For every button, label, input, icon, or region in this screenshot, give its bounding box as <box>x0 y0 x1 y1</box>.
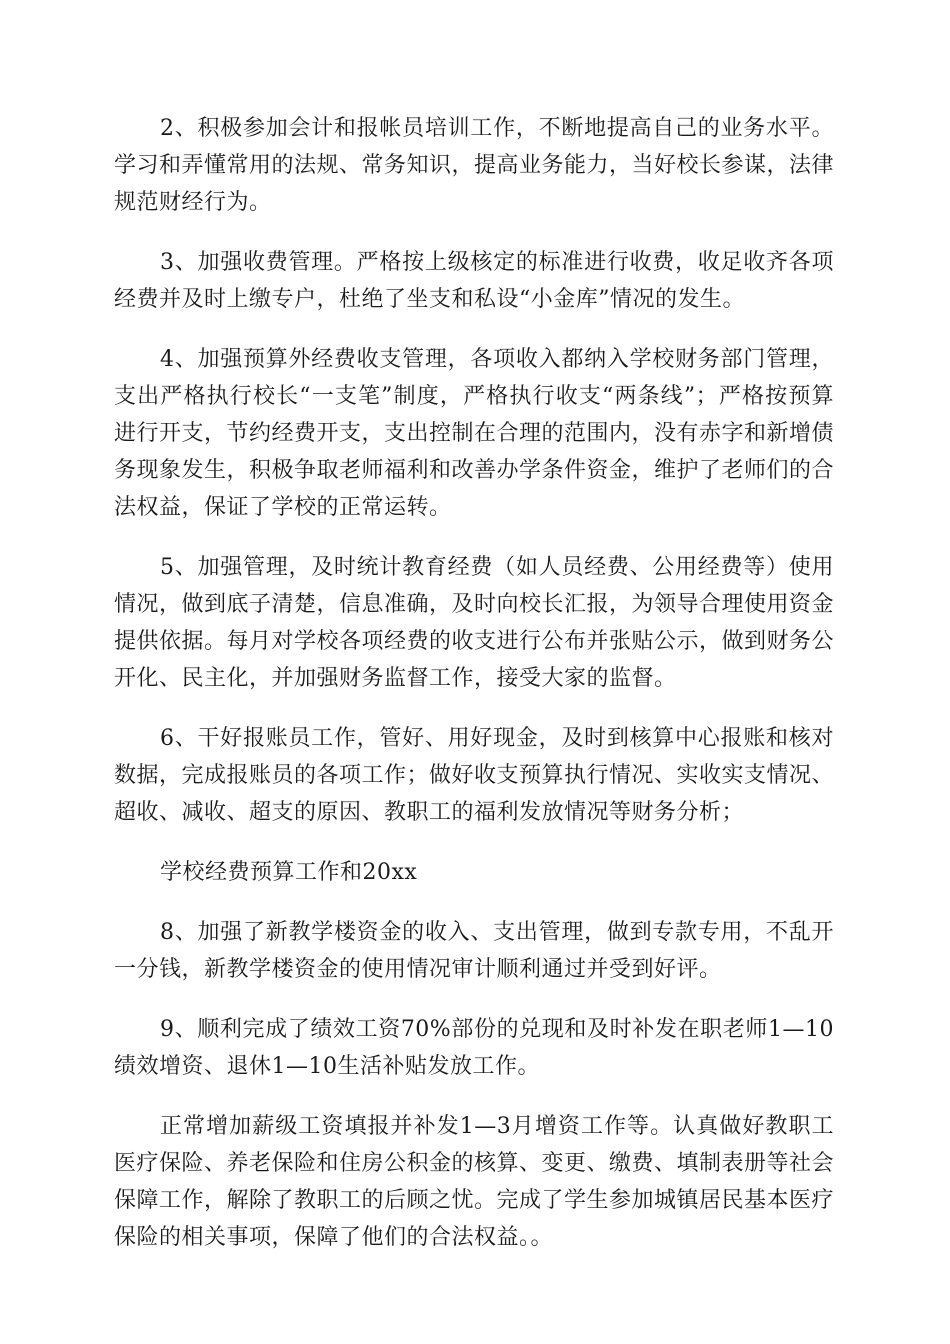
paragraph-salary-insurance: 正常增加薪级工资填报并补发1—3月增资工作等。认真做好教职工医疗保险、养老保险和住房公积金的核算、变更、缴费、填制表册等社会保障工作，解除了教职工的后顾之忧。完成了学生参加城镇居民基本医疗保险的相关事项，保障了他们的合法权益。。 <box>114 1114 835 1250</box>
paragraph-item-5: 5、加强管理，及时统计教育经费（如人员经费、公用经费等）使用情况，做到底子清楚，信息准确，及时向校长汇报，为领导合理使用资金提供依据。每月对学校各项经费的收支进行公布并张贴公示，做到财务公开化、民主化，并加强财务监督工作，接受大家的监督。 <box>114 555 835 691</box>
paragraph-heading-budget: 学校经费预算工作和20xx <box>160 860 418 885</box>
paragraph-item-8: 8、加强了新教学楼资金的收入、支出管理，做到专款专用，不乱开一分钱，新教学楼资金的使用情况审计顺利通过并受到好评。 <box>114 920 834 982</box>
paragraph-item-2: 2、积极参加会计和报帐员培训工作，不断地提高自己的业务水平。学习和弄懂常用的法规、常务知识，提高业务能力，当好校长参谋，法律规范财经行为。 <box>114 116 835 215</box>
paragraph-item-3: 3、加强收费管理。严格按上级核定的标准进行收费，收足收齐各项经费并及时上缴专户，杜绝了坐支和私设“小金库”情况的发生。 <box>114 250 834 312</box>
paragraph-item-6: 6、干好报账员工作，管好、用好现金，及时到核算中心报账和核对数据，完成报账员的各项工作；做好收支预算执行情况、实收实支情况、超收、减收、超支的原因、教职工的福利发放情况等财务分析； <box>114 726 835 825</box>
paragraph-item-9: 9、顺利完成了绩效工资70%部份的兑现和及时补发在职老师1—10绩效增资、退休1—10生活补贴发放工作。 <box>114 1017 834 1079</box>
paragraph-item-4: 4、加强预算外经费收支管理，各项收入都纳入学校财务部门管理，支出严格执行校长“一支笔”制度，严格执行收支“两条线”；严格按预算进行开支，节约经费开支，支出控制在合理的范围内，没有赤字和新增债务现象发生，积极争取老师福利和改善办学条件资金，维护了老师们的合法权益，保证了学校的正常运转。 <box>114 347 835 520</box>
document-body <box>114 110 834 1279</box>
